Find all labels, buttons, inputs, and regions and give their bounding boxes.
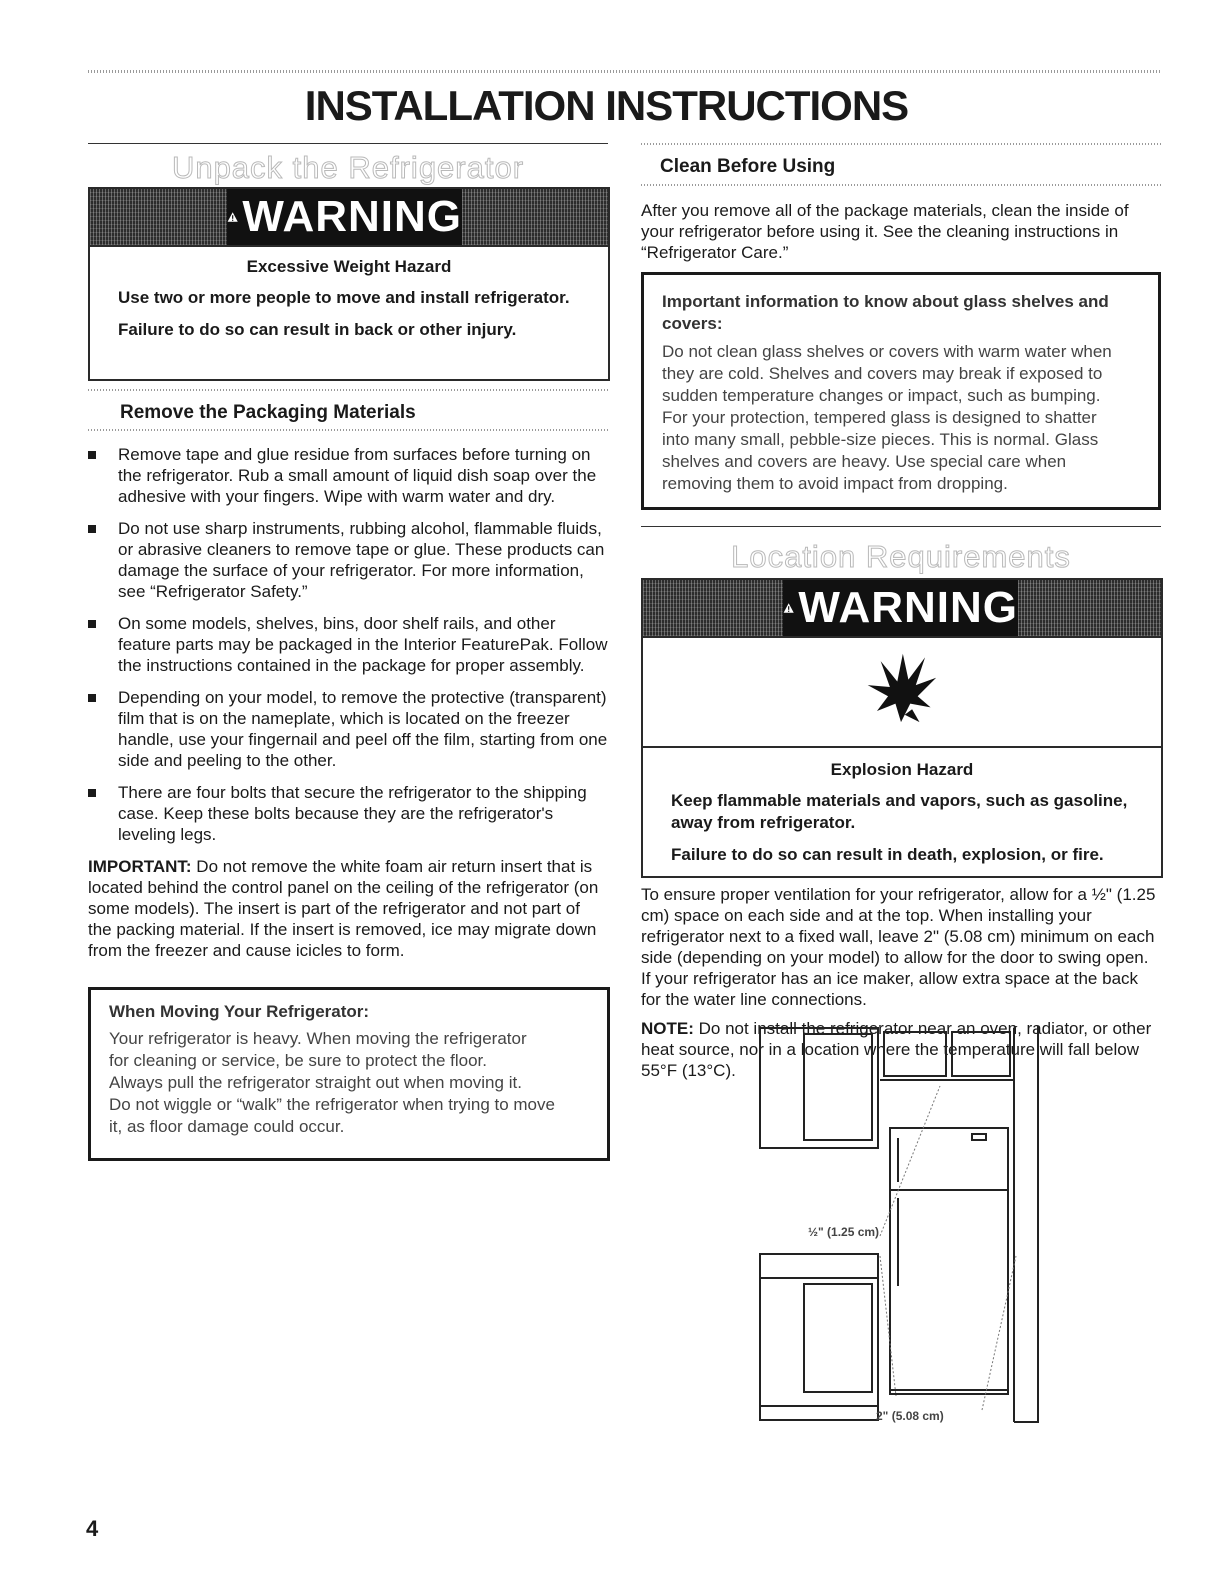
warning-triangle-icon: [783, 590, 794, 626]
clean-before-using-heading: Clean Before Using: [660, 156, 836, 177]
list-item: Remove tape and glue residue from surfaces before turning on the refrigerator. Rub a small amount of liquid dish soap over the adhesive with your fingers. Wipe with warm water and dry.: [88, 444, 608, 507]
glass-box-line: they are cold. Shelves and covers may break if exposed to: [662, 364, 1103, 383]
important-paragraph: [88, 856, 608, 961]
list-item: On some models, shelves, bins, door shelf rails, and other feature parts may be packaged in the Interior FeaturePak. Follow the instructions contained in the package for proper assembly.: [88, 613, 608, 676]
remove-packaging-content: [88, 444, 608, 961]
note-text: Do not install the refrigerator near an oven, radiator, or other heat source, nor in a location where the temperature will fall below 55°F (13°C).: [641, 1019, 1152, 1080]
warning-word: WARNING: [242, 192, 462, 241]
moving-box-title: When Moving Your Refrigerator:: [109, 1002, 370, 1021]
explosion-warning-box: [641, 578, 1163, 878]
side-clearance-label: ½" (1.25 cm): [808, 1225, 880, 1239]
glass-box-line: removing them to avoid impact from dropping.: [662, 474, 1008, 493]
explosion-warning-instruction: Keep flammable materials and vapors, such as gasoline, away from refrigerator.: [671, 791, 1128, 832]
explosion-warning-consequence: Failure to do so can result in death, explosion, or fire.: [671, 845, 1104, 864]
wall-clearance-label: 2" (5.08 cm): [876, 1409, 944, 1423]
explosion-icon-area: [643, 638, 1161, 748]
explosion-hazard-title: Explosion Hazard: [830, 760, 974, 779]
warning-banner: [643, 580, 1161, 638]
list-item: There are four bolts that secure the refrigerator to the shipping case. Keep these bolts because they are the refrigerator's leveling legs.: [88, 782, 608, 845]
weight-hazard-title: Excessive Weight Hazard: [246, 257, 452, 276]
clearance-diagram: [756, 1026, 1046, 1426]
glass-box-title: Important information to know about glass shelves and covers:: [662, 292, 1109, 333]
warning-label: [227, 189, 462, 245]
glass-box-line: shelves and covers are heavy. Use special care when: [662, 452, 1067, 471]
moving-box-line: Your refrigerator is heavy. When moving the refrigerator: [109, 1029, 527, 1048]
warning-label: [783, 580, 1018, 636]
warning-triangle-icon: [227, 199, 238, 235]
warning-banner: [90, 189, 608, 247]
glass-box-line: into many small, pebble-size pieces. This is normal. Glass: [662, 430, 1099, 449]
glass-box-line: sudden temperature changes or impact, such as bumping.: [662, 386, 1101, 405]
clean-heading-top-rule: [641, 143, 1161, 145]
list-item: Do not use sharp instruments, rubbing alcohol, flammable fluids, or abrasive cleaners to remove tape or glue. These products can damage the surface of your refrigerator. For more information, see “Refrigerator Safety.”: [88, 518, 608, 602]
weight-warning-consequence: Failure to do so can result in back or other injury.: [118, 320, 517, 339]
warning-word: WARNING: [798, 583, 1018, 632]
glass-box-line: For your protection, tempered glass is designed to shatter: [662, 408, 1097, 427]
moving-refrigerator-box: [88, 987, 610, 1161]
moving-box-line: Do not wiggle or “walk” the refrigerator when trying to move: [109, 1095, 555, 1114]
remove-heading-bottom-rule: [88, 429, 608, 431]
moving-box-line: it, as floor damage could occur.: [109, 1117, 345, 1136]
glass-box-line: Do not clean glass shelves or covers with warm water when: [662, 342, 1112, 361]
clean-paragraph: After you remove all of the package materials, clean the inside of your refrigerator before using it. See the cleaning instructions in “Refrigerator Care.”: [641, 201, 1129, 262]
top-rule: [88, 70, 1161, 73]
side-wall: [1014, 1026, 1038, 1422]
list-item: Depending on your model, to remove the protective (transparent) film that is on the nameplate, which is located on the freezer handle, use your fingernail and peel off the film, starting from one side and peeling to the other.: [88, 687, 608, 771]
right-section-rule: [641, 526, 1161, 527]
important-text: Do not remove the white foam air return insert that is located behind the control panel on the ceiling of the refrigerator (on some models). The insert is part of the refrigerator and not part of the packing material. If the insert is removed, ice may migrate down from the freezer and cause icicles to form.: [88, 857, 599, 960]
weight-warning-box: [88, 187, 610, 381]
remove-heading-top-rule: [88, 389, 608, 391]
moving-box-line: for cleaning or service, be sure to protect the floor.: [109, 1051, 487, 1070]
ventilation-paragraph: To ensure proper ventilation for your refrigerator, allow for a ½" (1.25 cm) space on each side and at the top. When installing your refrigerator next to a fixed wall, leave 2" (5.08 cm) minimum on each side (depending on your model) to allow for the door to swing open. If your refrigerator has an ice maker, allow extra space at the back for the water line connections.: [641, 885, 1156, 1009]
glass-shelves-box: [641, 272, 1161, 510]
weight-warning-instruction: Use two or more people to move and install refrigerator.: [118, 288, 570, 307]
section-title-unpack: Unpack the Refrigerator: [171, 150, 525, 185]
upper-cabinets: [760, 1028, 1014, 1148]
remove-packaging-heading: Remove the Packaging Materials: [120, 402, 416, 423]
dimension-leaders: [880, 1086, 1016, 1410]
page-title: INSTALLATION INSTRUCTIONS: [304, 82, 909, 129]
important-label: IMPORTANT:: [88, 857, 192, 876]
lower-cabinets: [760, 1254, 878, 1420]
clean-heading-bottom-rule: [641, 184, 1161, 186]
section-title-location: Location Requirements: [731, 539, 1071, 574]
left-section-rule: [88, 143, 608, 144]
explosion-icon: [864, 650, 938, 724]
remove-packaging-list: [88, 444, 608, 845]
moving-box-line: Always pull the refrigerator straight out when moving it.: [109, 1073, 522, 1092]
page-number: 4: [86, 1516, 99, 1541]
note-label: NOTE:: [641, 1019, 694, 1038]
